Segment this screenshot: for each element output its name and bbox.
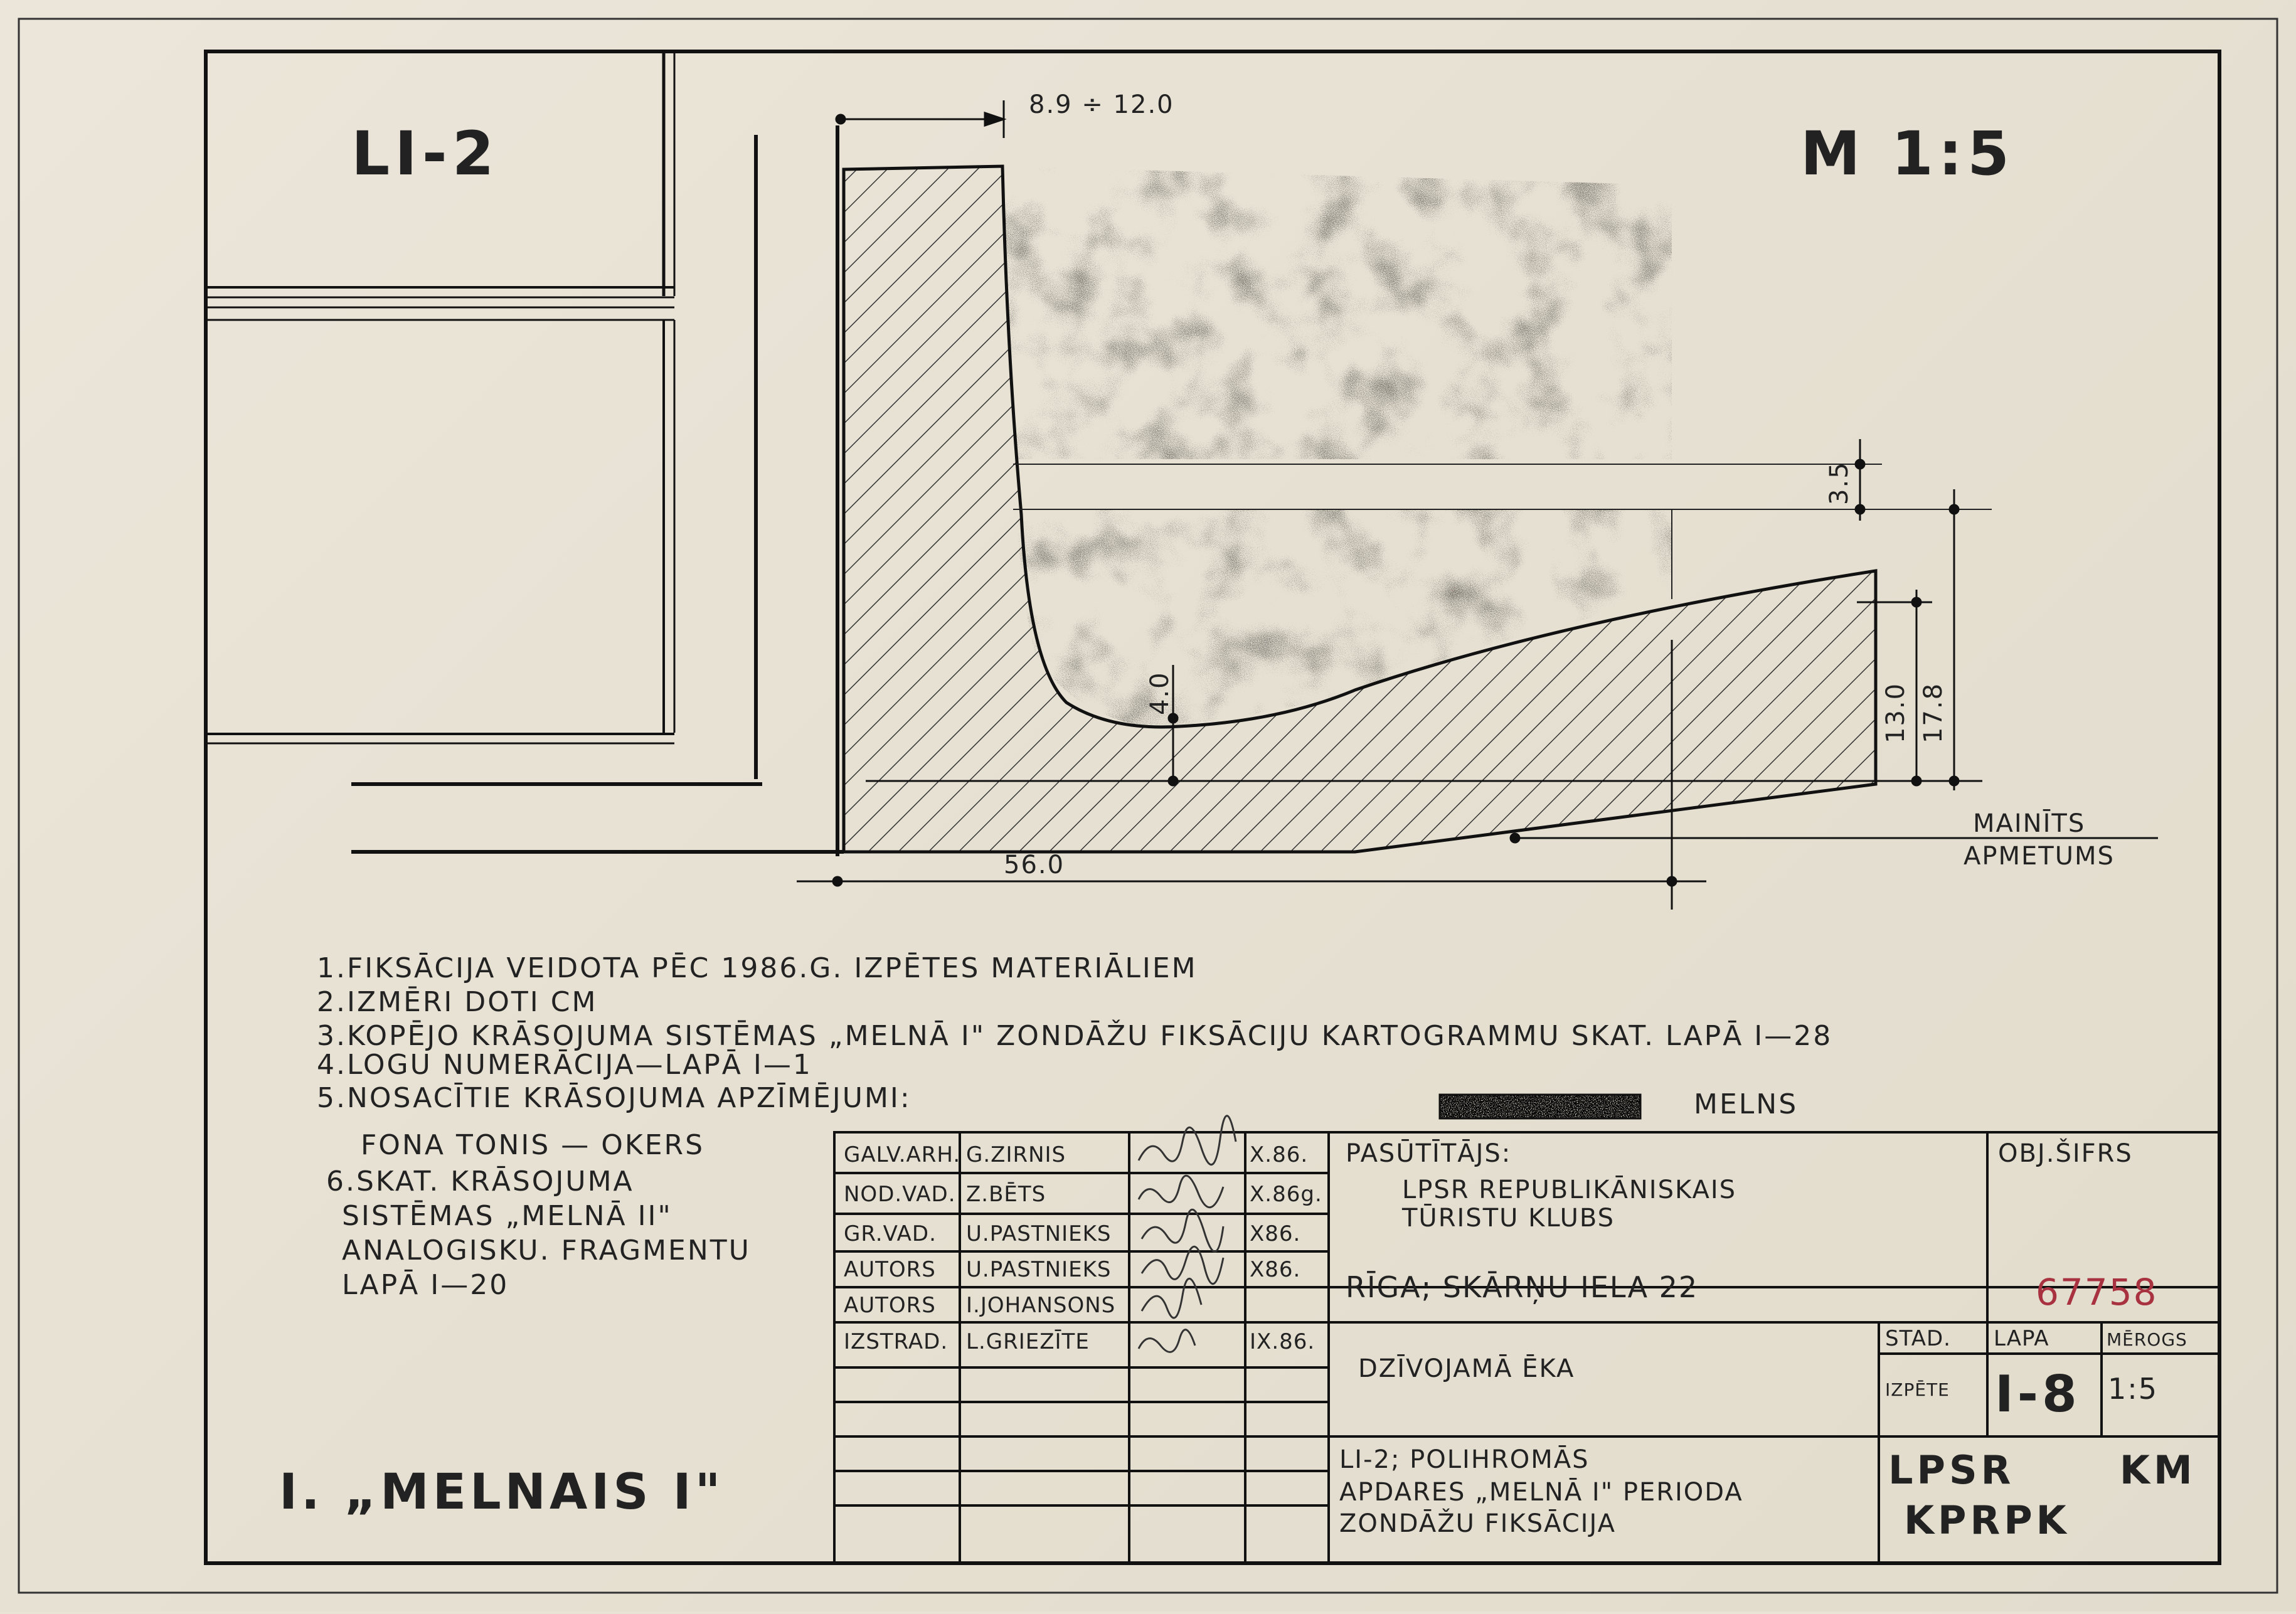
staff-date-5: IX.86. (1250, 1329, 1315, 1354)
notes-extra (326, 1129, 751, 1301)
scale-value: 1:5 (2108, 1372, 2159, 1406)
note-2: 2.IZMĒRI DOTI CM (317, 986, 598, 1018)
dim-13-0: 13.0 (1881, 682, 1910, 743)
staff-name-5: L.GRIEZĪTE (966, 1329, 1090, 1354)
annotation-line2: APMETUMS (1964, 842, 2115, 871)
address: RĪGA; SKĀRŅU IELA 22 (1346, 1270, 1699, 1304)
note-3: 3.KOPĒJO KRĀSOJUMA SISTĒMAS „MELNĀ I" ZONDĀŽU FIKSĀCIJU KARTOGRAMMU SKAT. LAPĀ I—28 (317, 1020, 1833, 1052)
stage-label: STAD. (1885, 1326, 1951, 1351)
staff-date-3: X86. (1250, 1257, 1301, 1282)
sheet-label: LAPA (1994, 1326, 2049, 1351)
scale-label: M 1:5 (1800, 119, 2014, 189)
staff-role-4: AUTORS (844, 1293, 936, 1318)
stippling-top (997, 157, 1681, 464)
note-extra-5: LAPĀ I—20 (342, 1269, 509, 1301)
staff-role-2: GR.VAD. (844, 1221, 937, 1246)
description-line1: LI-2; POLIHROMĀS (1339, 1445, 1590, 1474)
note-extra-4: ANALOGISKU. FRAGMENTU (342, 1234, 751, 1266)
annotation-line1: MAINĪTS (1973, 809, 2086, 838)
client-line2: TŪRISTU KLUBS (1402, 1204, 1615, 1233)
stage-value: IZPĒTE (1885, 1379, 1950, 1400)
client-line1: LPSR REPUBLIKĀNISKAIS (1402, 1176, 1737, 1204)
building-name: DZĪVOJAMĀ ĒKA (1358, 1354, 1575, 1383)
org-line1: LPSR KM (1888, 1447, 2196, 1493)
staff-name-3: U.PASTNIEKS (966, 1257, 1112, 1282)
dim-4-0: 4.0 (1145, 671, 1174, 715)
note-extra-1: FONA TONIS — OKERS (361, 1129, 705, 1161)
note-extra-3: SISTĒMAS „MELNĀ II" (342, 1200, 672, 1232)
legend-label-black: MELNS (1694, 1088, 1799, 1120)
staff-role-3: AUTORS (844, 1257, 936, 1282)
notes-block (317, 952, 1832, 1114)
org-line2: KPRPK (1904, 1497, 2070, 1543)
note-1: 1.FIKSĀCIJA VEIDOTA PĒC 1986.G. IZPĒTES MATERIĀLIEM (317, 952, 1198, 984)
sheet-value: I-8 (1995, 1365, 2081, 1423)
scale-header-label: MĒROGS (2107, 1329, 2187, 1350)
staff-role-5: IZSTRAD. (844, 1329, 949, 1354)
signatures (1139, 1116, 1236, 1352)
dim-top: 8.9 ÷ 12.0 (1029, 90, 1174, 119)
staff-name-0: G.ZIRNIS (966, 1142, 1066, 1167)
code-number: 67758 (2036, 1271, 2158, 1314)
drawing-id-label: LI-2 (351, 119, 499, 189)
client-label: PASŪTĪTĀJS: (1346, 1139, 1512, 1168)
note-extra-2: 6.SKAT. KRĀSOJUMA (326, 1165, 634, 1197)
dim-56-0: 56.0 (1004, 851, 1065, 879)
staff-role-0: GALV.ARH. (844, 1142, 961, 1167)
object-code-label: OBJ.ŠIFRS (1998, 1139, 2133, 1168)
note-4: 4.LOGU NUMERĀCIJA—LAPĀ I—1 (317, 1049, 812, 1081)
staff-date-0: X.86. (1250, 1142, 1309, 1167)
staff-name-4: I.JOHANSONS (966, 1293, 1116, 1318)
drawing-title: I. „MELNAIS I" (279, 1464, 725, 1521)
staff-date-1: X.86g. (1250, 1182, 1322, 1207)
staff-name-1: Z.BĒTS (966, 1182, 1046, 1207)
staff-date-2: X86. (1250, 1221, 1301, 1246)
legend-swatch-black (1440, 1095, 1640, 1118)
description-line2: APDARES „MELNĀ I" PERIODA (1339, 1478, 1743, 1507)
description-line3: ZONDĀŽU FIKSĀCIJA (1339, 1509, 1616, 1538)
staff-role-1: NOD.VAD. (844, 1182, 956, 1207)
dim-17-8: 17.8 (1919, 682, 1948, 743)
window-frame (206, 51, 844, 856)
note-5: 5.NOSACĪTIE KRĀSOJUMA APZĪMĒJUMI: (317, 1082, 911, 1114)
dim-3-5: 3.5 (1825, 461, 1854, 505)
staff-name-2: U.PASTNIEKS (966, 1221, 1112, 1246)
